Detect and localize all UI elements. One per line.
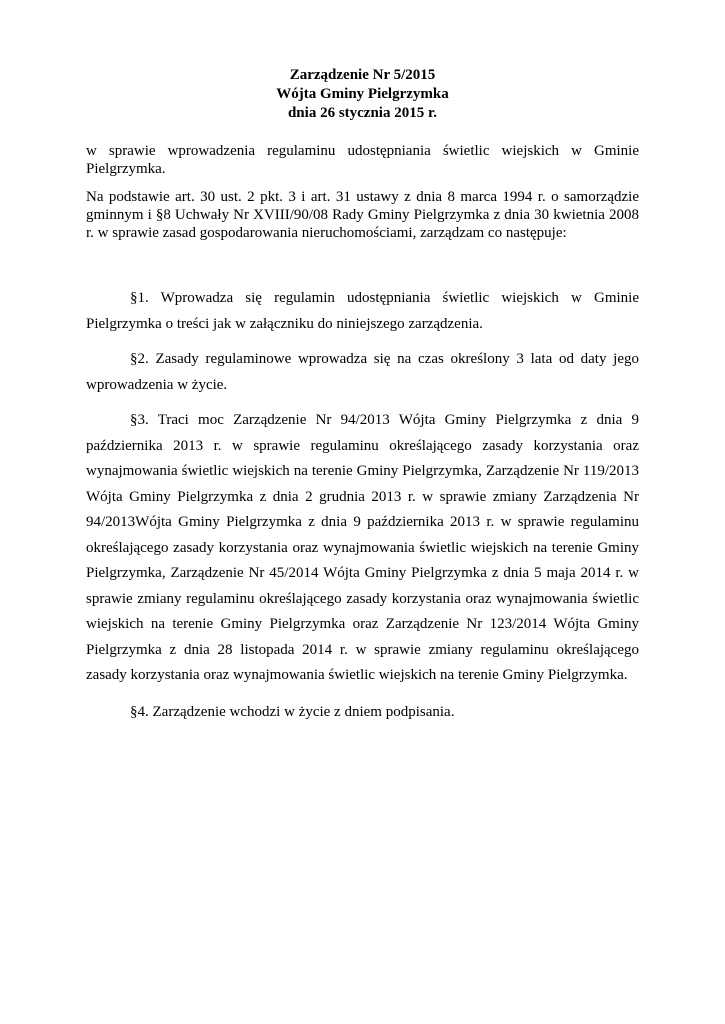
document-title: Zarządzenie Nr 5/2015	[289, 67, 436, 83]
document-date: dnia 26 stycznia 2015 r.	[287, 105, 438, 121]
document-page	[86, 66, 639, 725]
document-subject: w sprawie wprowadzenia regulaminu udostępniania świetlic wiejskich w Gminie Pielgrzymka.	[86, 143, 639, 177]
section-4: §4. Zarządzenie wchodzi w życie z dniem podpisania.	[130, 703, 455, 720]
legal-basis: Na podstawie art. 30 ust. 2 pkt. 3 i art. 31 ustawy z dnia 8 marca 1994 r. o samorządzie gminnym i §8 Uchwały Nr XVIII/90/08 Rady Gminy Pielgrzymka z dnia 30 kwietnia 2008 r. w sprawie zasad gospodarowania nieruchomościami, zarządzam co następuje:	[86, 189, 639, 241]
section-2: §2. Zasady regulaminowe wprowadza się na czas określony 3 lata od daty jego wprowadzenia w życie.	[86, 351, 639, 393]
section-1: §1. Wprowadza się regulamin udostępniania świetlic wiejskich w Gminie Pielgrzymka o treści jak w załączniku do niniejszego zarządzenia.	[86, 290, 639, 332]
document-heading	[86, 66, 639, 123]
document-issuer: Wójta Gminy Pielgrzymka	[276, 86, 449, 102]
section-3: §3. Traci moc Zarządzenie Nr 94/2013 Wójta Gminy Pielgrzymka z dnia 9 października 2013 r. w sprawie regulaminu określającego zasady korzystania oraz wynajmowania świetlic wiejskich na terenie Gminy Pielgrzymka, Zarządzenie Nr 119/2013 Wójta Gminy Pielgrzymka z dnia 2 grudnia 2013 r. w sprawie zmiany Zarządzenia Nr 94/2013Wójta Gminy Pielgrzymka z dnia 9 października 2013 r. w sprawie regulaminu określającego zasady korzystania oraz wynajmowania świetlic wiejskich na terenie Gminy Pielgrzymka, Zarządzenie Nr 45/2014 Wójta Gminy Pielgrzymka z dnia 5 maja 2014 r. w sprawie zmiany regulaminu określającego zasady korzystania oraz wynajmowania świetlic wiejskich na terenie Gminy Pielgrzymka oraz Zarządzenie Nr 123/2014 Wójta Gminy Pielgrzymka z dnia 28 listopada 2014 r. w sprawie zmiany regulaminu określającego zasady korzystania oraz wynajmowania świetlic wiejskich na terenie Gminy Pielgrzymka.	[86, 412, 639, 683]
